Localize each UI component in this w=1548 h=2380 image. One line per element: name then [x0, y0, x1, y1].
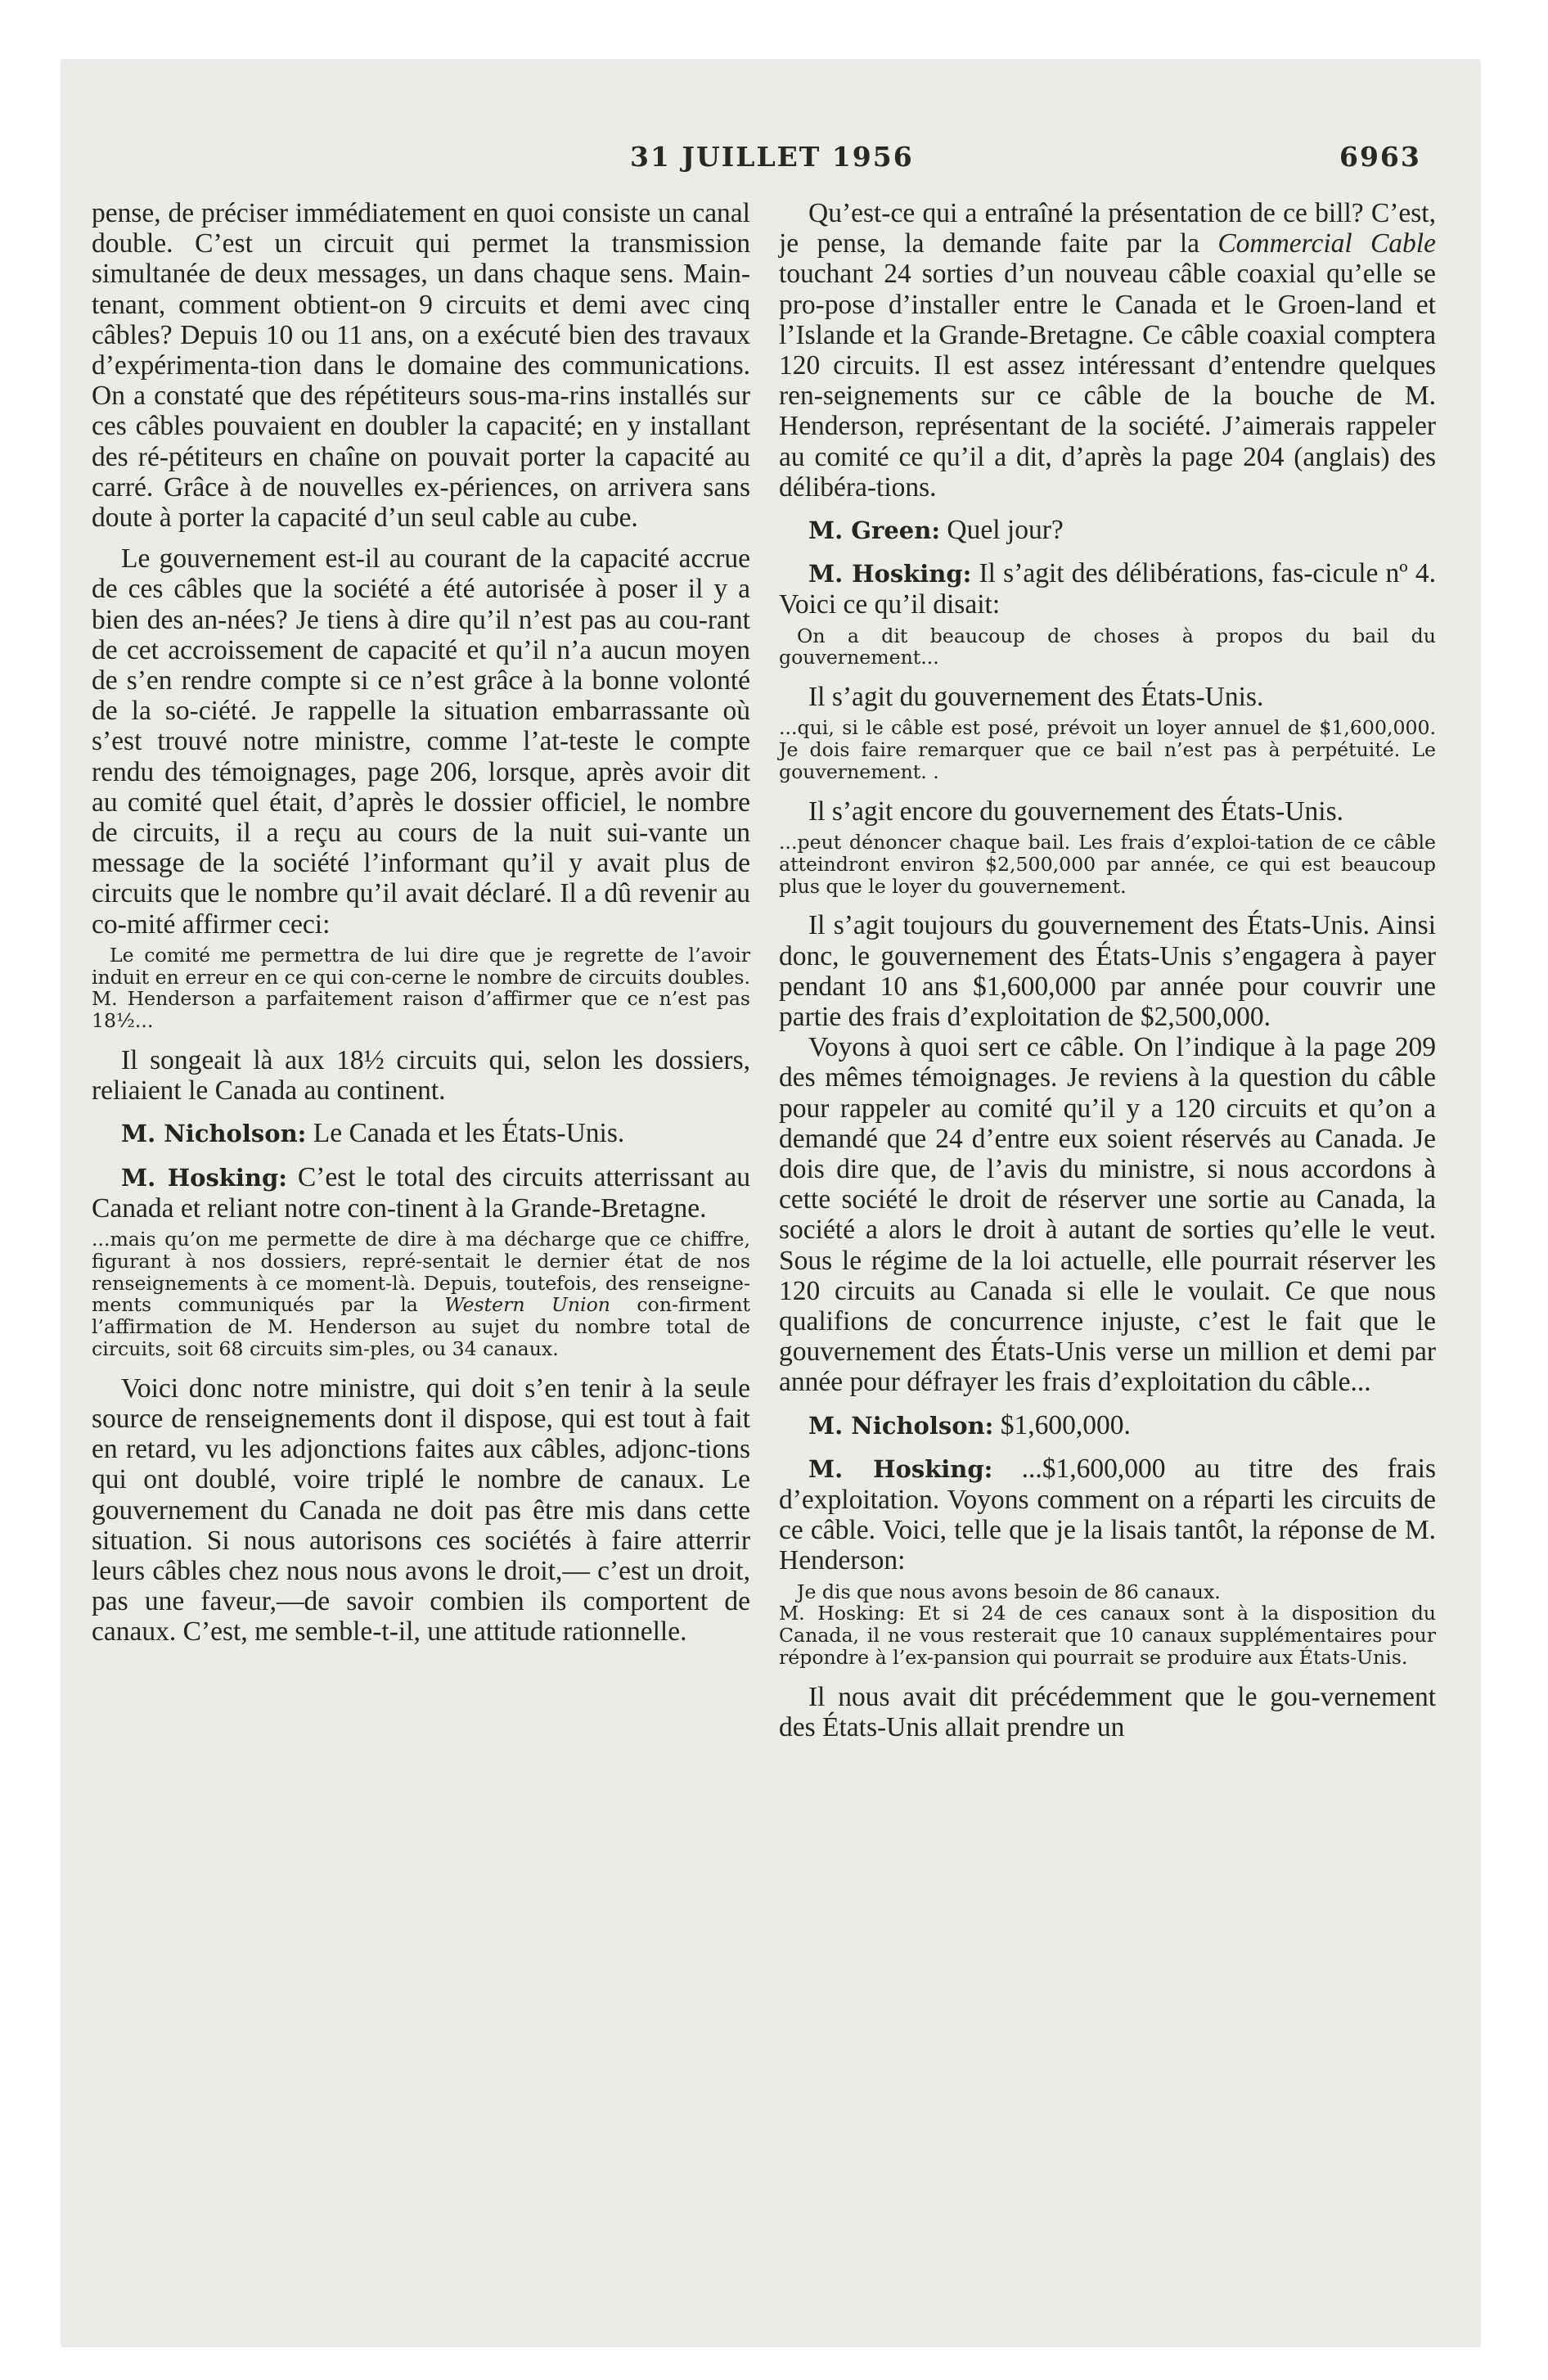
- paragraph: Il nous avait dit précédemment que le gou-vernement des États-Unis allait prendre un: [779, 1681, 1436, 1743]
- quotation-text: [92, 1228, 750, 1360]
- right-column: [779, 198, 1436, 1742]
- quotation: [779, 625, 1436, 669]
- left-column: [92, 198, 750, 1648]
- speaker-name: M. Hosking:: [808, 1454, 993, 1483]
- speech: [779, 515, 1436, 546]
- speech: [779, 1454, 1436, 1576]
- quotation-text: ...qui, si le câble est posé, prévoit un loyer annuel de $1,600,000. Je dois faire remarquer que ce bail n’est pas à perpétuité. Le gouvernement. .: [779, 716, 1436, 784]
- speech: [779, 558, 1436, 620]
- speech-text: Quel jour?: [947, 515, 1064, 546]
- speech-text: Il s’agit des délibérations, fas-cicule nº 4. Voici ce qu’il disait:: [779, 558, 1436, 620]
- speech-text: Le Canada et les États-Unis.: [313, 1118, 625, 1149]
- quotation: [779, 832, 1436, 897]
- quotation: [779, 1581, 1436, 1669]
- paragraph: Voyons à quoi sert ce câble. On l’indique à la page 209 des mêmes témoignages. Je reviens à la question du câble pour rappeler au comité qu’il y a 120 circuits et qu’on a demandé que 24 d’entre eux soient réservés au Canada. Je dois dire que, de l’avis du ministre, si nous accordons à cette société le droit de réserver une sortie au Canada, la société a alors le droit à autant de sorties qu’elle le veut. Sous le régime de la loi actuelle, elle pourrait réserver les 120 circuits au Canada si elle le voulait. Ce que nous qualifions de concurrence injuste, c’est le fait que le gouvernement des États-Unis verse un million et demi par année pour défrayer les frais d’exploitation du câble...: [779, 1032, 1436, 1398]
- paragraph: Il s’agit encore du gouvernement des États-Unis.: [808, 796, 1343, 827]
- quotation-text: Le comité me permettra de lui dire que je regrette de l’avoir induit en erreur en ce qui con-cerne le nombre de circuits doubles. M. Henderson a parfaitement raison d’affirmer que ce n’est pas 18½...: [92, 943, 750, 1033]
- quotation-text: Je dis que nous avons besoin de 86 canaux.: [797, 1580, 1221, 1603]
- company-name: Western Union: [444, 1293, 610, 1317]
- quotation: [92, 944, 750, 1032]
- paragraph: pense, de préciser immédiatement en quoi consiste un canal double. C’est un circuit qui permet la transmission simultanée de deux messages, un dans chaque sens. Main-tenant, comment obtient-on 9 circuits et demi avec cinq câbles? Depuis 10 ou 11 ans, on a exécuté bien des travaux d’expérimenta-tion dans le domaine des communications. On a constaté que des répétiteurs sous-ma-rins installés sur ces câbles pouvaient en doubler la capacité; en y installant des ré-pétiteurs en chaîne on pouvait porter la capacité au carré. Grâce à de nouvelles ex-périences, on arrivera sans doute à porter la capacité d’un seul cable au cube.: [92, 198, 750, 534]
- quotation-text: ...peut dénoncer chaque bail. Les frais d’exploi-tation de ce câble atteindront environ $2,500,000 par année, ce qui est beaucoup plus que le loyer du gouvernement.: [779, 831, 1436, 898]
- speaker-name: M. Nicholson:: [808, 1411, 994, 1440]
- quotation-text: On a dit beaucoup de choses à propos du bail du gouvernement...: [779, 624, 1436, 669]
- speech: [779, 1410, 1436, 1441]
- speech-text: ...$1,600,000 au titre des frais d’exploitation. Voyons comment on a réparti les circuits de ce câble. Voici, telle que je la lisais tantôt, la réponse de M. Henderson:: [779, 1453, 1437, 1576]
- paragraph: Il songeait là aux 18½ circuits qui, selon les dossiers, reliaient le Canada au continent.: [92, 1045, 750, 1107]
- speech-text: C’est le total des circuits atterrissant au Canada et reliant notre con-tinent à la Grande-Bretagne.: [92, 1161, 751, 1224]
- speaker-name: M. Hosking:: [121, 1163, 287, 1192]
- speaker-name: M. Nicholson:: [121, 1120, 307, 1148]
- quotation: [92, 1228, 750, 1360]
- page-date: 31 JUILLET 1956: [630, 141, 914, 173]
- quotation-text: M. Hosking: Et si 24 de ces canaux sont à la disposition du Canada, il ne vous resterait que 10 canaux supplémentaires pour répondre à l’ex-pansion qui pourrait se produire aux États-Unis.: [779, 1602, 1436, 1670]
- paragraph: Il s’agit toujours du gouvernement des États-Unis. Ainsi donc, le gouvernement des États-Unis s’engagera à payer pendant 10 ans $1,600,000 par année pour couvrir une partie des frais d’exploitation de $2,500,000.: [779, 910, 1436, 1033]
- paragraph: [779, 198, 1436, 503]
- paragraph-part: touchant 24 sorties d’un nouveau câble coaxial qu’elle se pro-pose d’installer entre le Canada et le Groen-land et l’Islande et la Grande-Bretagne. Ce câble coaxial comptera 120 circuits. Il est assez intéressant d’entendre quelques ren-seignements sur ce câble de la bouche de M. Henderson, représentant de la société. J’aimerais rappeler au comité ce qu’il a dit, d’après la page 204 (anglais) des délibéra-tions.: [779, 259, 1436, 503]
- speech: [92, 1118, 750, 1149]
- speech-text: $1,600,000.: [1000, 1409, 1131, 1440]
- paragraph-part: Qu’est-ce qui a entraîné la présentation de ce bill? C’est, je pense, la demande faite par la: [779, 198, 1436, 259]
- speech: [92, 1162, 750, 1224]
- paragraph: Le gouvernement est-il au courant de la capacité accrue de ces câbles que la société a été autorisée à poser il y a bien des an-nées? Je tiens à dire qu’il n’est pas au cou-rant de cet accroissement de capacité et qu’il n’a aucun moyen de s’en rendre compte si ce n’est grâce à la bonne volonté de la so-ciété. Je rappelle la situation embarrassante où s’est trouvé notre ministre, comme l’at-teste le compte rendu des témoignages, page 206, lorsque, après avoir dit au comité quel était, d’après le dossier officiel, le nombre de circuits, il a reçu au cours de la nuit sui-vante un message de la société l’informant qu’il y avait plus de circuits que le nombre qu’il avait déclaré. Il a dû revenir au co-mité affirmer ceci:: [92, 543, 750, 940]
- quotation-part: ...mais qu’on me permette de dire à ma décharge que ce chiffre, figurant à nos dossiers, repré-sentait le dernier état de nos renseignements à ce moment-là. Depuis, toutefois, des renseigne-ments communiqués par la: [92, 1228, 750, 1317]
- speaker-name: M. Green:: [808, 516, 941, 545]
- page-number: 6963: [1339, 141, 1421, 173]
- quotation: [779, 717, 1436, 782]
- speaker-name: M. Hosking:: [808, 560, 972, 588]
- paragraph: Voici donc notre ministre, qui doit s’en tenir à la seule source de renseignements dont il dispose, qui est tout à fait en retard, vu les adjonctions faites aux câbles, adjonc-tions qui ont doublé, voire triplé le nombre de canaux. Le gouvernement du Canada ne doit pas être mis dans cette situation. Si nous autorisons ces sociétés à faire atterrir leurs câbles chez nous nous avons le droit,— c’est un droit, pas une faveur,—de savoir combien ils comportent de canaux. C’est, me semble-t-il, une attitude rationnelle.: [92, 1373, 750, 1648]
- paragraph: Il s’agit du gouvernement des États-Unis.: [808, 682, 1264, 713]
- company-name: Commercial Cable: [1217, 228, 1436, 259]
- quotation-part: con-firment l’affirmation de M. Henderson au sujet du nombre total de circuits, soit 68 circuits sim-ples, ou 34 canaux.: [92, 1293, 751, 1361]
